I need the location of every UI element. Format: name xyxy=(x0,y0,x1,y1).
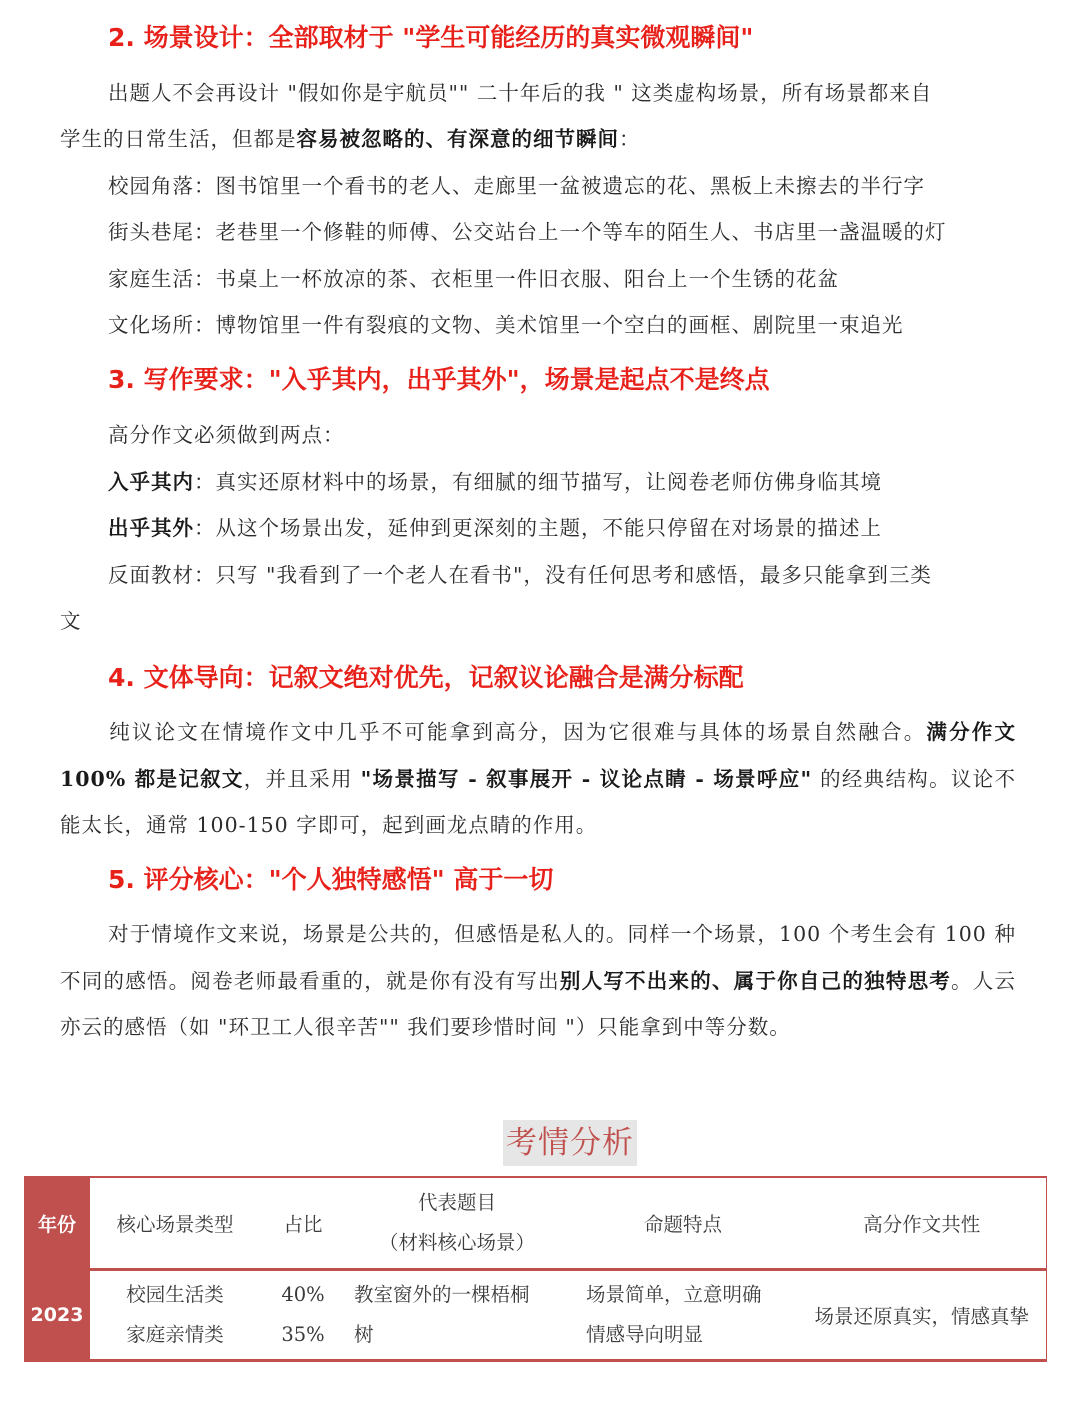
in-point-text: ：真实还原材料中的场景，有细腻的细节描写，让阅卷老师仿佛身临其境 xyxy=(194,470,882,494)
section-4-paragraph xyxy=(60,709,1016,849)
row-feature-line1: 场景简单，立意明确 xyxy=(586,1283,762,1306)
section-4-heading: 4. 文体导向：记叙文绝对优先，记叙议论融合是满分标配 xyxy=(108,663,744,692)
row-ratio-2: 35% xyxy=(281,1323,325,1346)
row-common: 场景还原真实，情感真挚 xyxy=(798,1270,1046,1361)
row-scene-type xyxy=(90,1270,260,1361)
row-topic-line2: 树 xyxy=(354,1323,374,1346)
row-year: 2023 xyxy=(24,1270,90,1361)
out-point-text: ：从这个场景出发，延伸到更深刻的主题，不能只停留在对场景的描述上 xyxy=(194,516,882,540)
section-4-text-3: 的经典结构。议论不能太长，通常 100-150 字即可，起到画龙点睛的作用。 xyxy=(60,766,1016,837)
out-point-label: 出乎其外 xyxy=(108,516,194,540)
section-2-intro-line2 xyxy=(60,116,641,163)
section-2-colon: ： xyxy=(619,127,641,151)
section-2-item-street: 街头巷尾：老巷里一个修鞋的师傅、公交站台上一个等车的陌生人、书店里一盏温暖的灯 xyxy=(108,220,947,244)
header-scene-type: 核心场景类型 xyxy=(90,1177,260,1270)
section-5-text-2: 。人云亦云的感悟（如 "环卫工人很辛苦"" 我们要珍惜时间 "）只能拿到中等分数。 xyxy=(60,968,1017,1039)
section-2-emphasis: 容易被忽略的、有深意的细节瞬间 xyxy=(296,127,619,151)
analysis-title: 考情分析 xyxy=(503,1120,637,1166)
in-point-label: 入乎其内 xyxy=(108,470,194,494)
header-feature: 命题特点 xyxy=(568,1177,798,1270)
row-feature xyxy=(568,1270,798,1361)
row-scene-type-2: 家庭亲情类 xyxy=(126,1323,224,1346)
section-2-intro-line1: 出题人不会再设计 "假如你是宇航员"" 二十年后的我 " 这类虚构场景，所有场景都来自 xyxy=(108,81,933,105)
section-4-text-1: 纯议论文在情境作文中几乎不可能拿到高分，因为它很难与具体的场景自然融合。 xyxy=(108,720,927,744)
section-3-out-point xyxy=(108,505,882,552)
table-row xyxy=(24,1270,1046,1361)
row-feature-line2: 情感导向明显 xyxy=(586,1323,704,1346)
section-3-counter-example-end: 文 xyxy=(60,609,82,633)
row-topic xyxy=(346,1270,568,1361)
header-topic-line1: 代表题目 xyxy=(417,1191,496,1214)
header-topic-line2: （材料核心场景） xyxy=(378,1231,535,1254)
row-topic-line1: 教室窗外的一棵梧桐 xyxy=(354,1283,530,1306)
section-2-item-campus: 校园角落：图书馆里一个看书的老人、走廊里一盆被遗忘的花、黑板上未擦去的半行字 xyxy=(108,174,925,198)
section-5-paragraph xyxy=(60,911,1016,1051)
section-3-intro: 高分作文必须做到两点： xyxy=(108,423,345,447)
section-2-item-family: 家庭生活：书桌上一杯放凉的茶、衣柜里一件旧衣服、阳台上一个生锈的花盆 xyxy=(108,267,839,291)
section-4-emphasis-1: 满分作文 100% 都是记叙文 xyxy=(60,720,1017,791)
table-header-row xyxy=(24,1177,1046,1270)
row-scene-type-1: 校园生活类 xyxy=(126,1283,224,1306)
header-ratio: 占比 xyxy=(260,1177,346,1270)
section-2-intro-text: 学生的日常生活，但都是 xyxy=(60,127,297,151)
header-common: 高分作文共性 xyxy=(798,1177,1046,1270)
section-2-heading: 2. 场景设计：全部取材于 "学生可能经历的真实微观瞬间" xyxy=(108,23,754,52)
section-2-item-culture: 文化场所：博物馆里一件有裂痕的文物、美术馆里一个空白的画框、剧院里一束追光 xyxy=(108,313,904,337)
section-3-in-point xyxy=(108,459,882,506)
section-5-heading: 5. 评分核心："个人独特感悟" 高于一切 xyxy=(108,865,554,894)
header-topic xyxy=(346,1177,568,1270)
section-5-emphasis: 别人写不出来的、属于你自己的独特思考 xyxy=(559,968,952,993)
section-4-text-2: ，并且采用 xyxy=(243,766,361,791)
header-year: 年份 xyxy=(24,1177,90,1270)
row-ratio xyxy=(260,1270,346,1361)
row-ratio-1: 40% xyxy=(281,1283,325,1306)
section-3-counter-example: 反面教材：只写 "我看到了一个老人在看书"，没有任何思考和感悟，最多只能拿到三类 xyxy=(108,563,932,587)
section-4-emphasis-2: "场景描写 - 叙事展开 - 议论点睛 - 场景呼应" xyxy=(360,766,813,791)
analysis-table xyxy=(24,1176,1047,1362)
section-5-text-1: 对于情境作文来说，场景是公共的，但感悟是私人的。同样一个场景，100 个考生会有 100 种不同的感悟。阅卷老师最看重的，就是你有没有写出 xyxy=(60,922,1016,993)
section-3-heading: 3. 写作要求："入乎其内，出乎其外"，场景是起点不是终点 xyxy=(108,365,770,394)
